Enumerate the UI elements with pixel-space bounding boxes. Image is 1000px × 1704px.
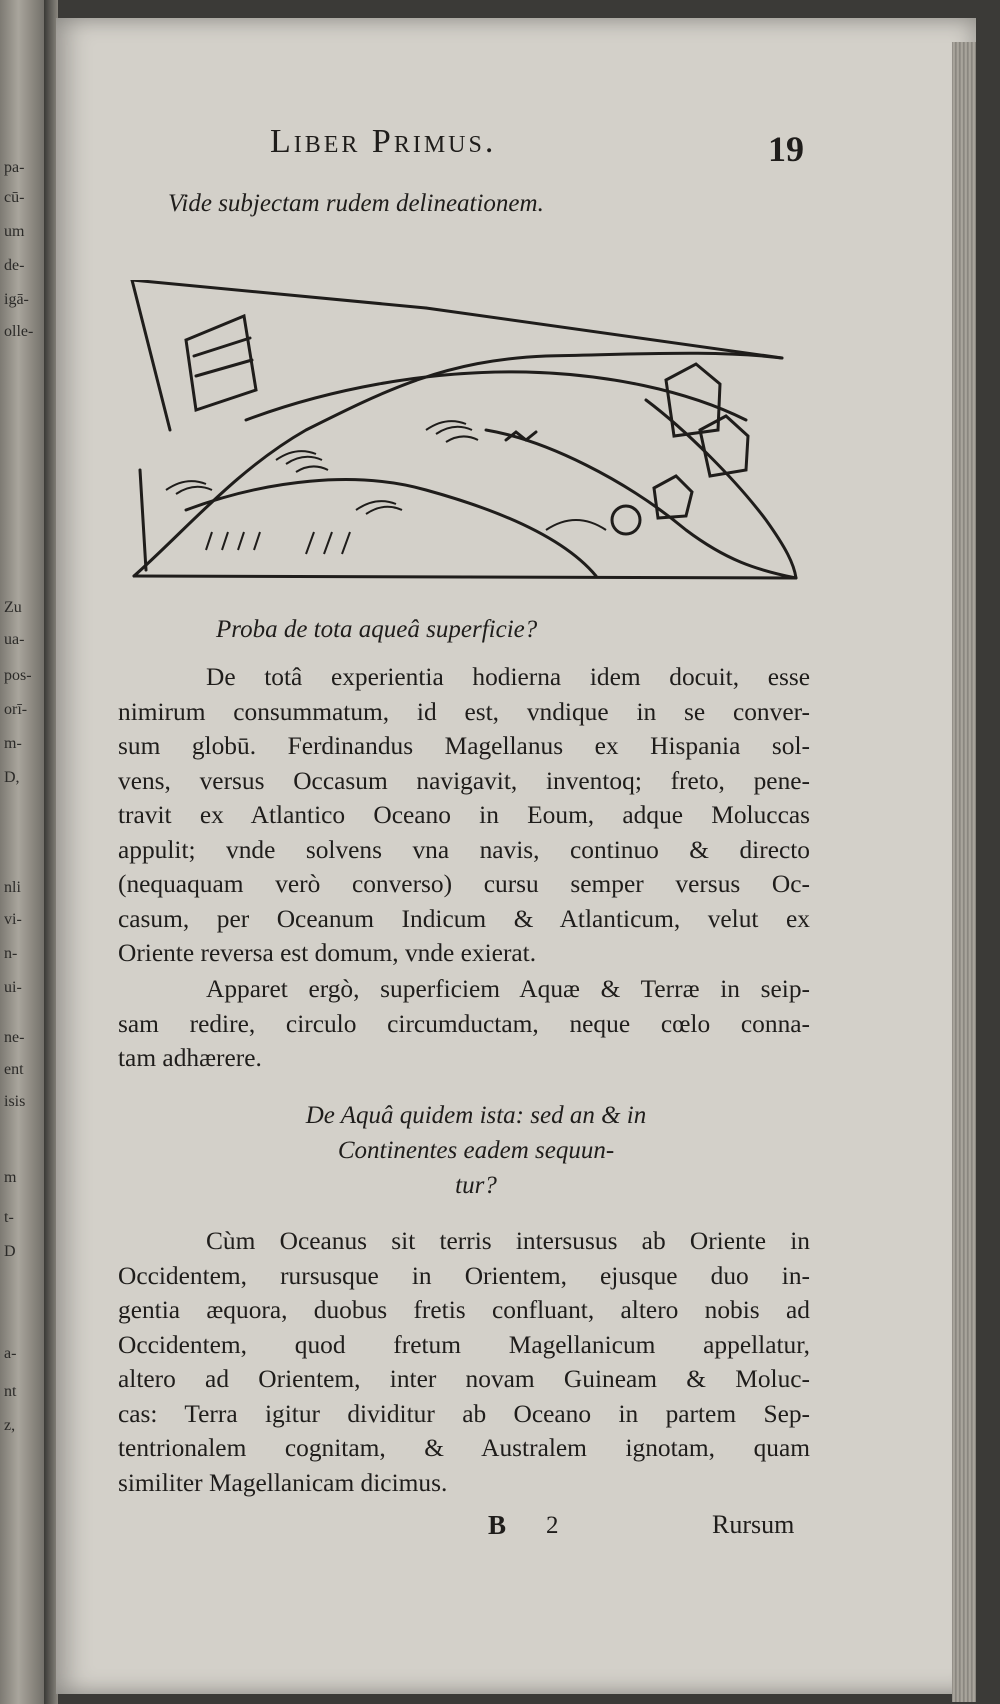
adjacent-text-fragment: a-	[4, 1345, 17, 1362]
text-line: De totâ experientia hodierna idem docuit, esse	[206, 663, 810, 691]
signature-number: 2	[546, 1512, 559, 1539]
woodcut-tree	[612, 506, 640, 534]
text-line: Apparet ergò, superficiem Aquæ & Terræ in seip-	[206, 975, 810, 1003]
woodcut-grass-hatching	[206, 532, 260, 550]
question-heading: Proba de tota aqueâ superficie?	[216, 616, 538, 643]
woodcut-hill-curve	[186, 480, 596, 576]
subheading-line: Continentes eadem sequun-	[337, 1137, 615, 1164]
woodcut-town-building	[700, 416, 748, 476]
adjacent-text-fragment: z,	[4, 1417, 16, 1434]
woodcut-illustration	[126, 280, 806, 586]
adjacent-text-fragment: pa-	[4, 159, 25, 176]
adjacent-text-fragment: Zu	[4, 599, 22, 616]
text-line: similiter Magellanicam dicimus.	[118, 1468, 448, 1497]
printer-signature-mark: B	[488, 1510, 507, 1540]
adjacent-text-fragment: m-	[4, 735, 22, 752]
adjacent-text-fragment: ent	[4, 1061, 24, 1078]
woodcut-wave-hatching	[356, 501, 402, 514]
woodcut-mast-line	[132, 280, 170, 430]
figure-intro-caption: Vide subjectam rudem delineationem.	[168, 190, 544, 217]
adjacent-text-fragment: pos-	[4, 667, 32, 684]
adjacent-text-fragment: nt	[4, 1383, 17, 1400]
adjacent-text-fragment: D	[4, 1243, 16, 1260]
woodcut-town-building	[654, 476, 692, 518]
text-line: cas: Terra igitur dividitur ab Oceano in partem Sep-	[118, 1399, 810, 1428]
paragraph-conclusion	[118, 972, 810, 1076]
text-line: vens, versus Occasum navigavit, inventoq; freto, pene-	[118, 766, 810, 795]
text-line: tentrionalem cognitam, & Australem ignotam, quam	[118, 1434, 810, 1462]
adjacent-text-fragment: D,	[4, 769, 20, 786]
page-block-edge	[952, 42, 976, 1702]
adjacent-text-fragment: orī-	[4, 701, 28, 718]
text-line: travit ex Atlantico Oceano in Eoum, adque Moluccas	[118, 801, 810, 829]
adjacent-text-fragment: nli	[4, 879, 21, 896]
woodcut-shore-line	[140, 470, 146, 570]
adjacent-text-fragment: isis	[4, 1093, 26, 1110]
woodcut-sky-line	[132, 280, 426, 308]
woodcut-ship-deck	[194, 338, 250, 356]
text-line: altero ad Orientem, inter novam Guineam & Moluc-	[118, 1365, 810, 1393]
woodcut-ship-deck	[196, 360, 252, 376]
adjacent-text-fragment: ne-	[4, 1029, 25, 1046]
woodcut-sky-line	[426, 308, 782, 358]
adjacent-text-fragment: de-	[4, 257, 25, 274]
text-line: nimirum consummatum, id est, vndique in se conver-	[118, 697, 810, 726]
page-number: 19	[768, 129, 804, 169]
woodcut-hill-curve	[486, 430, 796, 578]
book-page	[56, 18, 976, 1694]
adjacent-text-fragment: t-	[4, 1209, 14, 1226]
adjacent-text-fragment: ua-	[4, 631, 25, 648]
text-line: appulit; vnde solvens vna navis, continuo & directo	[118, 835, 810, 864]
text-line: Cùm Oceanus sit terris intersusus ab Oriente in	[206, 1227, 810, 1255]
woodcut-hill-curve	[134, 353, 782, 576]
text-line: tam adhærere.	[118, 1044, 262, 1072]
woodcut-grass-hatching	[306, 532, 350, 554]
subheading-line: De Aquâ quidem ista: sed an & in	[305, 1102, 647, 1129]
woodcut-wave-hatching	[276, 451, 328, 472]
woodcut-wave-hatching	[166, 481, 212, 494]
adjacent-text-fragment: ui-	[4, 979, 22, 996]
woodcut-wave-hatching	[546, 520, 606, 530]
text-line: Oriente reversa est domum, vnde exierat.	[118, 939, 537, 967]
adjacent-text-fragment: cū-	[4, 189, 25, 206]
running-head: Liber Primus.	[270, 123, 497, 160]
woodcut-wave-hatching	[426, 421, 478, 442]
adjacent-text-fragment: olle-	[4, 323, 34, 340]
text-line: Occidentem, rursusque in Orientem, ejusque duo in-	[118, 1261, 810, 1290]
text-line: gentia æquora, duobus fretis confluant, altero nobis ad	[118, 1296, 810, 1324]
woodcut-baseline	[134, 576, 796, 578]
adjacent-text-fragment: n-	[4, 945, 18, 962]
adjacent-page-edge	[0, 0, 46, 1704]
adjacent-text-fragment: vi-	[4, 911, 22, 928]
adjacent-text-fragment: m	[4, 1169, 17, 1186]
paragraph-continents	[118, 1224, 810, 1500]
text-line: sum globū. Ferdinandus Magellanus ex Hispania sol-	[118, 732, 810, 760]
text-line: Occidentem, quod fretum Magellanicum appellatur,	[118, 1330, 810, 1359]
adjacent-text-fragment: um	[4, 223, 25, 240]
text-line: sam redire, circulo circumductam, neque cœlo conna-	[118, 1009, 810, 1038]
adjacent-text-fragment: igā-	[4, 291, 29, 308]
text-line: casum, per Oceanum Indicum & Atlanticum, velut ex	[118, 904, 810, 933]
catchword: Rursum	[712, 1510, 795, 1539]
paragraph-circumnavigation	[118, 660, 810, 971]
text-line: (nequaquam verò converso) cursu semper versus Oc-	[118, 870, 810, 898]
subheading-line: tur?	[455, 1172, 497, 1199]
section-subheading	[196, 1098, 756, 1203]
